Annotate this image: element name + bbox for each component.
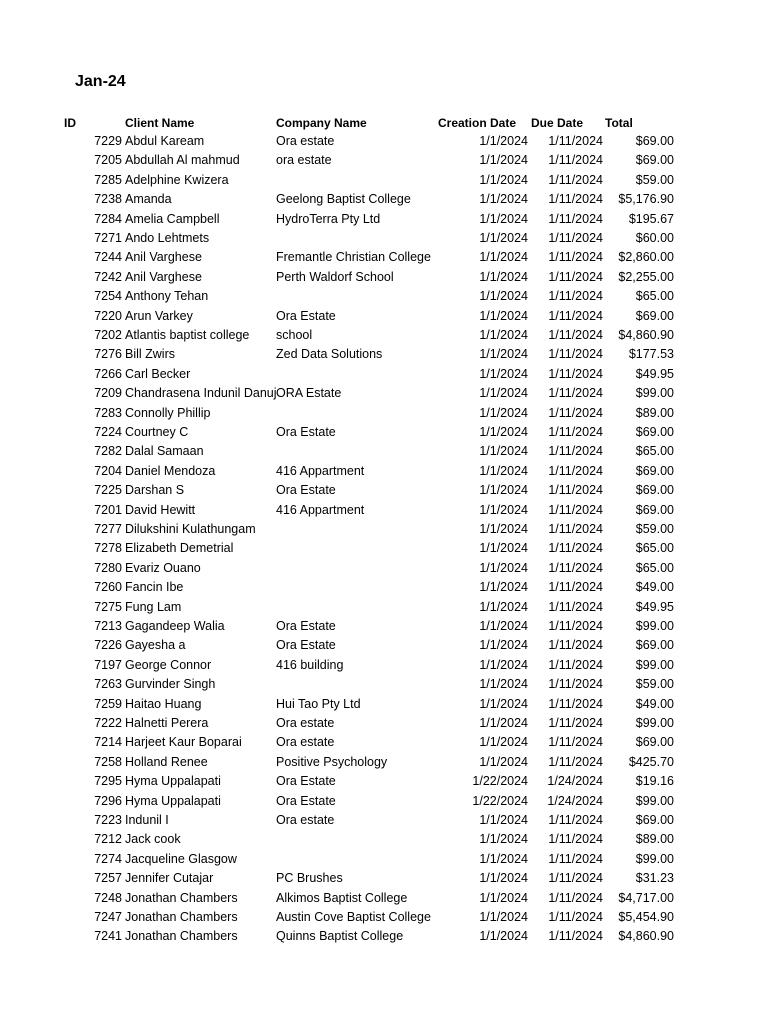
cell-company-name: 416 Appartment: [276, 502, 365, 517]
cell-company-name: Perth Waldorf School: [276, 269, 394, 284]
cell-total: $31.23: [635, 871, 674, 886]
sheet-title: Jan-24: [75, 73, 126, 90]
table-row: [0, 559, 768, 578]
header-id: ID: [64, 116, 76, 130]
cell-due-date: 1/11/2024: [548, 716, 603, 730]
cell-creation-date: 1/1/2024: [479, 425, 528, 439]
table-row: [0, 636, 768, 655]
cell-id: 7241: [94, 929, 122, 944]
table-row: [0, 210, 768, 229]
cell-creation-date: 1/1/2024: [479, 716, 528, 730]
cell-total: $89.00: [635, 832, 674, 847]
cell-creation-date: 1/1/2024: [479, 580, 528, 595]
table-row: [0, 889, 768, 908]
cell-company-name: Ora Estate: [276, 425, 336, 439]
cell-client-name: Jonathan Chambers: [125, 910, 238, 924]
cell-total: $99.00: [635, 619, 674, 633]
cell-client-name: David Hewitt: [125, 502, 196, 517]
cell-total: $195.67: [628, 211, 674, 226]
table-row: [0, 617, 768, 636]
cell-creation-date: 1/1/2024: [479, 153, 528, 168]
cell-client-name: Jonathan Chambers: [125, 890, 238, 905]
cell-creation-date: 1/1/2024: [479, 405, 528, 420]
cell-client-name: Gayesha a: [125, 638, 186, 653]
cell-client-name: Jack cook: [125, 832, 181, 847]
cell-total: $99.00: [635, 386, 674, 401]
cell-id: 7222: [94, 716, 122, 730]
cell-due-date: 1/11/2024: [548, 153, 603, 168]
cell-creation-date: 1/1/2024: [479, 541, 528, 556]
table-row: [0, 501, 768, 520]
cell-id: 7209: [94, 386, 122, 401]
cell-company-name: Quinns Baptist College: [276, 929, 404, 944]
cell-client-name: Atlantis baptist college: [125, 328, 250, 342]
cell-company-name: Ora estate: [276, 813, 335, 827]
cell-due-date: 1/24/2024: [547, 793, 603, 808]
cell-total: $4,860.90: [618, 929, 674, 944]
cell-creation-date: 1/1/2024: [479, 134, 528, 148]
cell-client-name: Hyma Uppalapati: [125, 793, 221, 808]
table-row: [0, 462, 768, 481]
cell-creation-date: 1/1/2024: [479, 696, 528, 711]
cell-total: $4,717.00: [618, 890, 674, 905]
cell-total: $65.00: [635, 444, 674, 459]
cell-due-date: 1/11/2024: [548, 269, 603, 284]
cell-company-name: Austin Cove Baptist College: [276, 910, 431, 924]
cell-due-date: 1/11/2024: [548, 851, 603, 866]
cell-id: 7285: [94, 172, 122, 187]
cell-id: 7242: [94, 269, 122, 284]
cell-creation-date: 1/1/2024: [479, 347, 528, 362]
cell-creation-date: 1/1/2024: [479, 754, 528, 769]
table-row: [0, 345, 768, 364]
cell-due-date: 1/11/2024: [548, 231, 603, 245]
header-creation-date: Creation Date: [438, 116, 517, 130]
cell-company-name: ora estate: [276, 153, 332, 168]
table-row: [0, 365, 768, 384]
cell-due-date: 1/11/2024: [548, 289, 603, 304]
cell-id: 7213: [94, 619, 122, 633]
cell-company-name: Zed Data Solutions: [276, 347, 383, 362]
cell-due-date: 1/11/2024: [548, 599, 603, 614]
table-row: [0, 811, 768, 830]
table-row: [0, 404, 768, 423]
header-due-date: Due Date: [531, 116, 584, 130]
cell-id: 7226: [94, 638, 122, 653]
cell-due-date: 1/11/2024: [548, 813, 603, 827]
cell-total: $99.00: [635, 657, 674, 672]
cell-creation-date: 1/1/2024: [479, 910, 528, 924]
cell-client-name: Adelphine Kwizera: [125, 172, 229, 187]
cell-id: 7254: [94, 289, 122, 304]
cell-client-name: Anil Varghese: [125, 269, 202, 284]
table-row: [0, 656, 768, 675]
cell-due-date: 1/11/2024: [548, 910, 603, 924]
cell-due-date: 1/11/2024: [548, 696, 603, 711]
cell-id: 7266: [94, 366, 122, 381]
cell-client-name: Dalal Samaan: [125, 444, 204, 459]
cell-id: 7283: [94, 405, 122, 420]
header-total: Total: [605, 116, 633, 130]
table-row: [0, 190, 768, 209]
table-row: [0, 229, 768, 248]
cell-id: 7247: [94, 910, 122, 924]
cell-company-name: Ora Estate: [276, 638, 336, 653]
cell-id: 7271: [94, 231, 122, 245]
cell-client-name: Gurvinder Singh: [125, 677, 216, 692]
cell-creation-date: 1/1/2024: [479, 444, 528, 459]
cell-total: $49.00: [635, 696, 674, 711]
table-row: [0, 268, 768, 287]
cell-total: $69.00: [635, 425, 674, 439]
cell-total: $49.95: [635, 599, 674, 614]
cell-client-name: Darshan S: [125, 483, 185, 498]
header-client-name: Client Name: [125, 116, 195, 130]
cell-due-date: 1/11/2024: [548, 405, 603, 420]
cell-id: 7212: [94, 832, 122, 847]
cell-creation-date: 1/1/2024: [479, 211, 528, 226]
cell-due-date: 1/11/2024: [548, 890, 603, 905]
cell-creation-date: 1/1/2024: [479, 890, 528, 905]
cell-company-name: Ora Estate: [276, 619, 336, 633]
cell-company-name: Ora estate: [276, 716, 335, 730]
cell-client-name: Anthony Tehan: [125, 289, 209, 304]
cell-company-name: Ora estate: [276, 735, 335, 750]
cell-creation-date: 1/1/2024: [479, 308, 528, 323]
cell-creation-date: 1/1/2024: [479, 172, 528, 187]
table-row: [0, 442, 768, 461]
cell-total: $425.70: [628, 754, 674, 769]
cell-company-name: 416 Appartment: [276, 463, 365, 478]
cell-total: $69.00: [635, 463, 674, 478]
cell-total: $99.00: [635, 716, 674, 730]
cell-due-date: 1/11/2024: [548, 463, 603, 478]
cell-total: $19.16: [635, 774, 674, 789]
table-row: [0, 151, 768, 170]
cell-due-date: 1/11/2024: [548, 134, 603, 148]
cell-id: 7244: [94, 250, 122, 265]
cell-id: 7225: [94, 483, 122, 498]
cell-client-name: Elizabeth Demetrial: [125, 541, 234, 556]
cell-total: $4,860.90: [618, 328, 674, 342]
cell-total: $49.95: [635, 366, 674, 381]
cell-due-date: 1/11/2024: [548, 172, 603, 187]
cell-id: 7282: [94, 444, 122, 459]
cell-creation-date: 1/1/2024: [479, 677, 528, 692]
cell-total: $5,176.90: [618, 192, 674, 207]
cell-client-name: Evariz Ouano: [125, 560, 201, 575]
cell-client-name: Jonathan Chambers: [125, 929, 238, 944]
cell-creation-date: 1/1/2024: [479, 871, 528, 886]
cell-id: 7248: [94, 890, 122, 905]
cell-id: 7223: [94, 813, 122, 827]
cell-client-name: Connolly Phillip: [125, 405, 211, 420]
cell-total: $59.00: [635, 172, 674, 187]
cell-id: 7197: [94, 657, 122, 672]
cell-creation-date: 1/1/2024: [479, 463, 528, 478]
cell-total: $59.00: [635, 522, 674, 536]
cell-due-date: 1/11/2024: [548, 638, 603, 653]
cell-client-name: Fung Lam: [125, 599, 182, 614]
cell-total: $49.00: [635, 580, 674, 595]
table-row: [0, 384, 768, 403]
cell-due-date: 1/11/2024: [548, 250, 603, 265]
table-row: [0, 733, 768, 752]
cell-creation-date: 1/1/2024: [479, 231, 528, 245]
cell-client-name: Jacqueline Glasgow: [125, 851, 237, 866]
cell-total: $69.00: [635, 638, 674, 653]
cell-total: $5,454.90: [618, 910, 674, 924]
cell-due-date: 1/11/2024: [548, 735, 603, 750]
table-row: [0, 423, 768, 442]
cell-creation-date: 1/1/2024: [479, 813, 528, 827]
cell-due-date: 1/11/2024: [548, 483, 603, 498]
cell-company-name: Ora Estate: [276, 774, 336, 789]
cell-due-date: 1/11/2024: [548, 657, 603, 672]
cell-total: $69.00: [635, 134, 674, 148]
cell-company-name: Ora Estate: [276, 483, 336, 498]
cell-due-date: 1/11/2024: [548, 541, 603, 556]
cell-id: 7202: [94, 328, 122, 342]
cell-total: $69.00: [635, 502, 674, 517]
cell-creation-date: 1/1/2024: [479, 851, 528, 866]
cell-total: $59.00: [635, 677, 674, 692]
cell-due-date: 1/11/2024: [548, 192, 603, 207]
cell-client-name: Courtney C: [125, 425, 189, 439]
cell-due-date: 1/11/2024: [548, 308, 603, 323]
table-row: [0, 753, 768, 772]
cell-client-name: Bill Zwirs: [125, 347, 175, 362]
cell-total: $65.00: [635, 289, 674, 304]
cell-client-name: Fancin Ibe: [125, 580, 184, 595]
cell-id: 7259: [94, 696, 122, 711]
cell-client-name: Dilukshini Kulathungam: [125, 522, 256, 536]
cell-creation-date: 1/1/2024: [479, 250, 528, 265]
table-row: [0, 132, 768, 151]
table-row: [0, 869, 768, 888]
table-row: [0, 830, 768, 849]
cell-client-name: Holland Renee: [125, 754, 208, 769]
cell-company-name: Hui Tao Pty Ltd: [276, 696, 361, 711]
cell-client-name: Gagandeep Walia: [125, 619, 225, 633]
cell-creation-date: 1/1/2024: [479, 599, 528, 614]
cell-due-date: 1/11/2024: [548, 871, 603, 886]
cell-due-date: 1/11/2024: [548, 328, 603, 342]
cell-client-name: Anil Varghese: [125, 250, 202, 265]
table-row: [0, 695, 768, 714]
cell-client-name: Arun Varkey: [125, 308, 193, 323]
table-row: [0, 850, 768, 869]
cell-company-name: Ora Estate: [276, 793, 336, 808]
table-row: [0, 520, 768, 539]
cell-id: 7274: [94, 851, 122, 866]
cell-creation-date: 1/1/2024: [479, 366, 528, 381]
cell-creation-date: 1/1/2024: [479, 502, 528, 517]
cell-company-name: ORA Estate: [276, 386, 342, 401]
cell-creation-date: 1/1/2024: [479, 328, 528, 342]
cell-company-name: school: [276, 328, 313, 342]
cell-creation-date: 1/1/2024: [479, 483, 528, 498]
cell-creation-date: 1/1/2024: [479, 289, 528, 304]
cell-due-date: 1/11/2024: [548, 386, 603, 401]
table-row: [0, 171, 768, 190]
cell-creation-date: 1/1/2024: [479, 638, 528, 653]
cell-due-date: 1/11/2024: [548, 502, 603, 517]
cell-company-name: HydroTerra Pty Ltd: [276, 211, 381, 226]
cell-total: $89.00: [635, 405, 674, 420]
table-row: [0, 675, 768, 694]
cell-company-name: Fremantle Christian College: [276, 250, 431, 265]
cell-id: 7260: [94, 580, 122, 595]
cell-due-date: 1/11/2024: [548, 347, 603, 362]
cell-client-name: George Connor: [125, 657, 212, 672]
cell-total: $65.00: [635, 560, 674, 575]
cell-total: $69.00: [635, 735, 674, 750]
cell-total: $60.00: [635, 231, 674, 245]
cell-total: $65.00: [635, 541, 674, 556]
cell-creation-date: 1/1/2024: [479, 619, 528, 633]
cell-id: 7296: [94, 793, 122, 808]
cell-due-date: 1/11/2024: [548, 754, 603, 769]
cell-total: $99.00: [635, 793, 674, 808]
cell-company-name: Alkimos Baptist College: [276, 890, 408, 905]
cell-id: 7275: [94, 599, 122, 614]
cell-company-name: Ora estate: [276, 134, 335, 148]
cell-due-date: 1/11/2024: [548, 366, 603, 381]
table-row: [0, 539, 768, 558]
cell-creation-date: 1/1/2024: [479, 657, 528, 672]
cell-total: $2,255.00: [618, 269, 674, 284]
cell-id: 7238: [94, 192, 122, 207]
cell-creation-date: 1/1/2024: [479, 522, 528, 536]
cell-due-date: 1/11/2024: [548, 677, 603, 692]
cell-due-date: 1/24/2024: [547, 774, 603, 789]
cell-company-name: Positive Psychology: [276, 754, 388, 769]
table-row: [0, 772, 768, 791]
cell-id: 7229: [94, 134, 122, 148]
cell-total: $177.53: [628, 347, 674, 362]
cell-id: 7220: [94, 308, 122, 323]
cell-creation-date: 1/1/2024: [479, 735, 528, 750]
cell-due-date: 1/11/2024: [548, 444, 603, 459]
cell-client-name: Ando Lehtmets: [125, 231, 210, 245]
cell-total: $69.00: [635, 483, 674, 498]
cell-company-name: Geelong Baptist College: [276, 192, 411, 207]
cell-creation-date: 1/22/2024: [472, 774, 528, 789]
cell-creation-date: 1/1/2024: [479, 386, 528, 401]
cell-due-date: 1/11/2024: [548, 560, 603, 575]
cell-id: 7263: [94, 677, 122, 692]
cell-id: 7278: [94, 541, 122, 556]
cell-client-name: Halnetti Perera: [125, 716, 209, 730]
cell-id: 7276: [94, 347, 122, 362]
cell-creation-date: 1/1/2024: [479, 832, 528, 847]
cell-total: $69.00: [635, 153, 674, 168]
cell-total: $2,860.00: [618, 250, 674, 265]
cell-client-name: Haitao Huang: [125, 696, 202, 711]
cell-id: 7258: [94, 754, 122, 769]
cell-due-date: 1/11/2024: [548, 832, 603, 847]
cell-client-name: Indunil I: [125, 813, 169, 827]
cell-client-name: Chandrasena Indunil Danuj: [125, 386, 277, 401]
cell-due-date: 1/11/2024: [548, 522, 603, 536]
cell-company-name: PC Brushes: [276, 871, 343, 886]
cell-client-name: Daniel Mendoza: [125, 463, 216, 478]
table-row: [0, 307, 768, 326]
table-row: [0, 927, 768, 946]
cell-id: 7280: [94, 560, 122, 575]
cell-client-name: Abdul Kaream: [125, 134, 205, 148]
cell-client-name: Amanda: [125, 192, 172, 207]
cell-id: 7205: [94, 153, 122, 168]
table-row: [0, 287, 768, 306]
table-row: [0, 578, 768, 597]
table-row: [0, 248, 768, 267]
cell-total: $99.00: [635, 851, 674, 866]
cell-creation-date: 1/1/2024: [479, 929, 528, 944]
cell-id: 7284: [94, 211, 122, 226]
cell-creation-date: 1/1/2024: [479, 192, 528, 207]
cell-creation-date: 1/1/2024: [479, 269, 528, 284]
cell-client-name: Abdullah Al mahmud: [125, 153, 240, 168]
cell-due-date: 1/11/2024: [548, 211, 603, 226]
cell-client-name: Hyma Uppalapati: [125, 774, 221, 789]
cell-due-date: 1/11/2024: [548, 580, 603, 595]
cell-id: 7214: [94, 735, 122, 750]
cell-id: 7224: [94, 425, 122, 439]
cell-total: $69.00: [635, 308, 674, 323]
table-row: [0, 481, 768, 500]
cell-client-name: Jennifer Cutajar: [125, 871, 214, 886]
cell-client-name: Amelia Campbell: [125, 211, 220, 226]
cell-client-name: Carl Becker: [125, 366, 191, 381]
cell-id: 7295: [94, 774, 122, 789]
table-row: [0, 714, 768, 733]
cell-id: 7204: [94, 463, 122, 478]
cell-id: 7257: [94, 871, 122, 886]
cell-creation-date: 1/1/2024: [479, 560, 528, 575]
table-row: [0, 792, 768, 811]
cell-id: 7277: [94, 522, 122, 536]
header-company-name: Company Name: [276, 116, 367, 130]
cell-due-date: 1/11/2024: [548, 929, 603, 944]
cell-id: 7201: [94, 502, 122, 517]
table-row: [0, 326, 768, 345]
cell-total: $69.00: [635, 813, 674, 827]
cell-due-date: 1/11/2024: [548, 425, 603, 439]
cell-due-date: 1/11/2024: [548, 619, 603, 633]
cell-creation-date: 1/22/2024: [472, 793, 528, 808]
cell-company-name: 416 building: [276, 657, 344, 672]
cell-company-name: Ora Estate: [276, 308, 336, 323]
table-row: [0, 908, 768, 927]
cell-client-name: Harjeet Kaur Boparai: [125, 735, 242, 750]
table-row: [0, 598, 768, 617]
